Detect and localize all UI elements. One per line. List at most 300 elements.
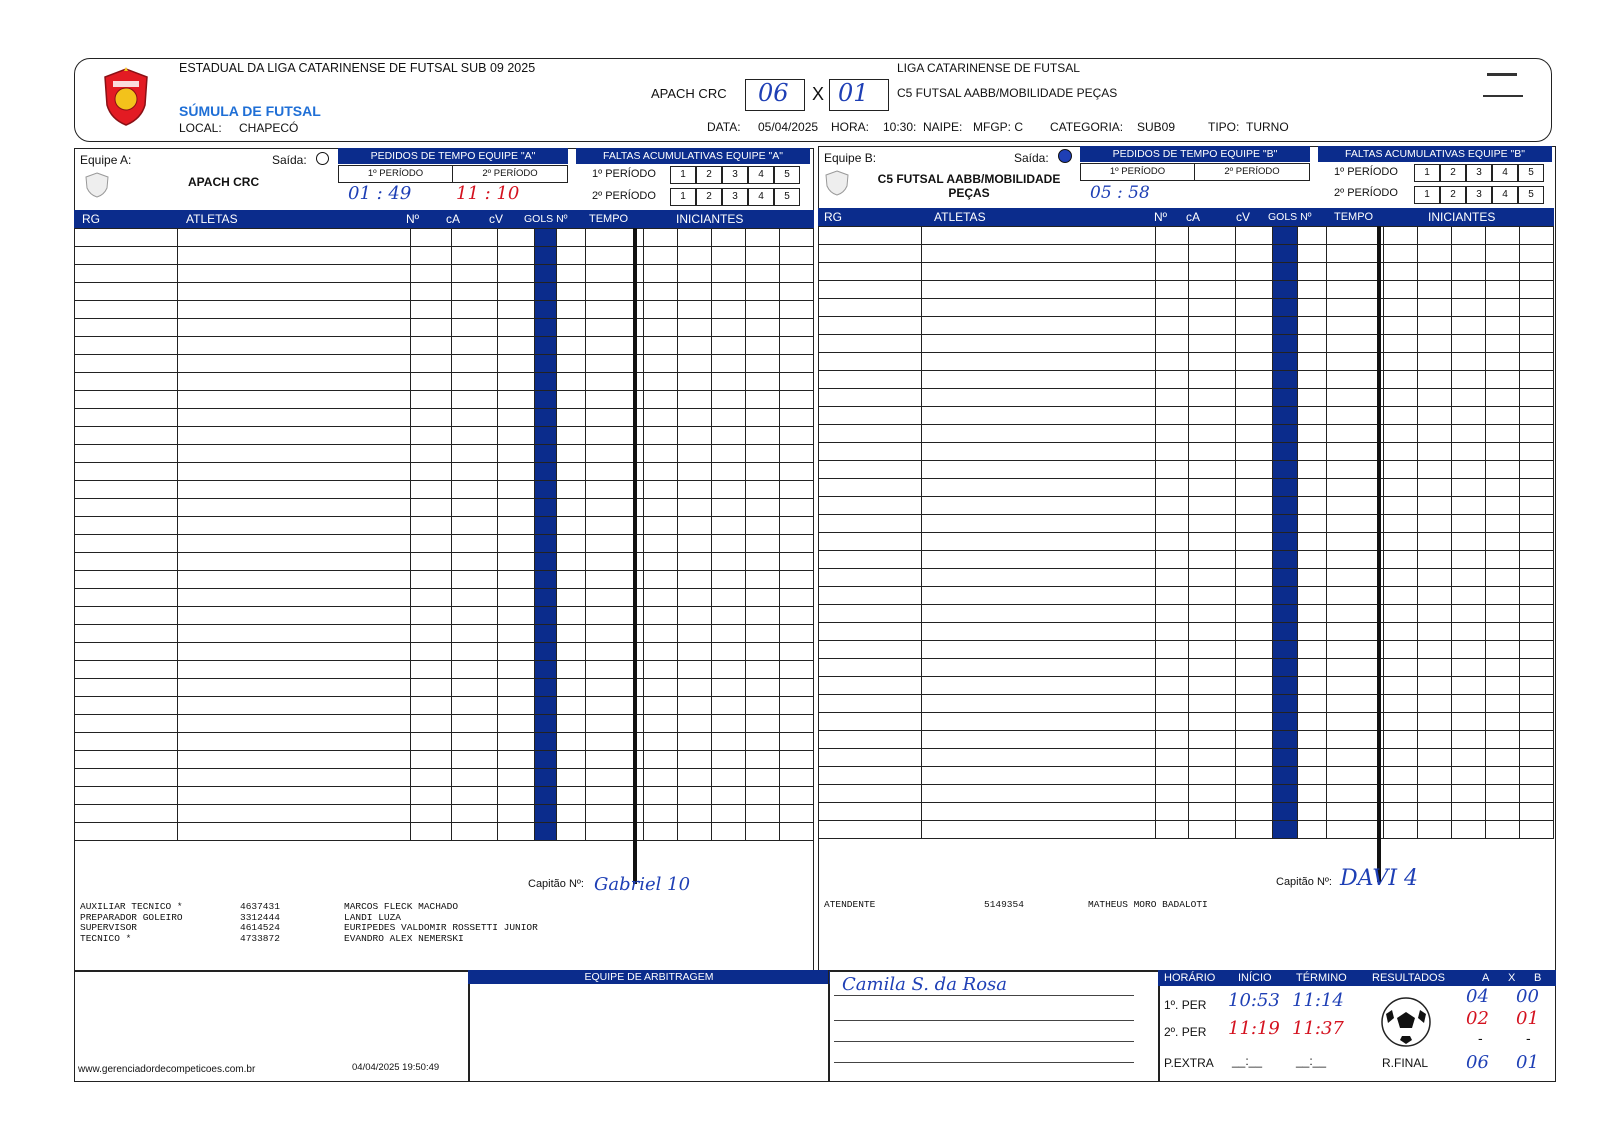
team-b-saida-radio[interactable] (1058, 149, 1072, 163)
starter-cell (643, 409, 677, 427)
cv-cell (497, 391, 534, 409)
starter-cell (1486, 569, 1520, 587)
ca-cell (452, 625, 497, 643)
team-b-roster-table (818, 226, 1554, 839)
starter-cell (677, 535, 711, 553)
athlete-cell (921, 263, 1155, 281)
rg-cell (75, 643, 178, 661)
col-gols-a: GOLS Nº (524, 213, 568, 225)
starter-cell (745, 517, 779, 535)
starter-cell (779, 301, 813, 319)
starter-cell (1520, 335, 1554, 353)
goal-player-no (1298, 515, 1327, 533)
goal-player-no (557, 301, 586, 319)
rg-cell (819, 389, 922, 407)
starter-cell (745, 445, 779, 463)
cv-cell (1236, 641, 1273, 659)
table-row (819, 227, 1554, 245)
cv-cell (497, 445, 534, 463)
number-cell (1156, 443, 1189, 461)
athlete-cell (921, 623, 1155, 641)
number-cell (410, 409, 451, 427)
goal-row-number (1273, 803, 1298, 821)
goal-time (1326, 821, 1384, 839)
col-ca-a: cA (446, 212, 461, 226)
ca-cell (1189, 497, 1236, 515)
foul-box[interactable]: 3 (1466, 164, 1492, 182)
athlete-cell (178, 553, 411, 571)
col-rg-a: RG (82, 212, 100, 226)
number-cell (1156, 425, 1189, 443)
foul-box[interactable]: 4 (748, 188, 774, 206)
team-b-saida-label: Saída: (1014, 151, 1049, 165)
goal-row-number (534, 571, 557, 589)
col-gols-b: GOLS Nº (1268, 211, 1312, 223)
number-cell (410, 337, 451, 355)
foul-box[interactable]: 4 (1492, 186, 1518, 204)
starter-cell (1384, 695, 1418, 713)
league-name: LIGA CATARINENSE DE FUTSAL (897, 61, 1080, 75)
number-cell (410, 319, 451, 337)
table-row (819, 299, 1554, 317)
ca-cell (1189, 803, 1236, 821)
ca-cell (1189, 227, 1236, 245)
starter-cell (745, 481, 779, 499)
ca-cell (1189, 443, 1236, 461)
starter-cell (1418, 461, 1452, 479)
table-row (819, 479, 1554, 497)
rg-cell (75, 229, 178, 247)
goal-player-no (557, 769, 586, 787)
result-extra-a: - (1478, 1030, 1483, 1046)
starter-cell (745, 265, 779, 283)
cv-cell (1236, 587, 1273, 605)
starter-cell (1384, 461, 1418, 479)
starter-cell (1452, 245, 1486, 263)
starter-cell (779, 517, 813, 535)
starter-cell (1486, 713, 1520, 731)
cv-cell (497, 355, 534, 373)
cv-cell (1236, 443, 1273, 461)
starter-cell (643, 355, 677, 373)
ca-cell (452, 463, 497, 481)
starter-cell (643, 247, 677, 265)
starter-cell (779, 625, 813, 643)
ca-cell (452, 589, 497, 607)
rg-cell (75, 823, 178, 841)
goal-player-no (557, 409, 586, 427)
starter-cell (745, 373, 779, 391)
goal-time (1326, 731, 1384, 749)
foul-box[interactable]: 5 (774, 166, 800, 184)
starter-cell (711, 769, 745, 787)
athlete-cell (921, 443, 1155, 461)
table-row (819, 713, 1554, 731)
staff-role: TECNICO * (80, 932, 132, 944)
ca-cell (452, 535, 497, 553)
form-title: SÚMULA DE FUTSAL (179, 103, 321, 119)
number-cell (1156, 515, 1189, 533)
starter-cell (779, 661, 813, 679)
table-row (819, 335, 1554, 353)
starter-cell (779, 697, 813, 715)
table-row (75, 283, 814, 301)
header-team-a: APACH CRC (651, 86, 727, 101)
starter-cell (745, 733, 779, 751)
team-a-timeout2: 11 : 10 (456, 183, 520, 204)
extra-inicio: __:__ (1232, 1054, 1263, 1068)
starter-cell (1452, 407, 1486, 425)
starter-cell (1384, 299, 1418, 317)
goal-row-number (1273, 551, 1298, 569)
starter-cell (643, 265, 677, 283)
foul-box[interactable]: 2 (696, 188, 722, 206)
starter-cell (1452, 623, 1486, 641)
goal-time (1326, 515, 1384, 533)
starter-cell (1520, 227, 1554, 245)
goal-row-number (534, 535, 557, 553)
starter-cell (711, 229, 745, 247)
cv-cell (497, 373, 534, 391)
number-cell (410, 301, 451, 319)
goal-player-no (557, 589, 586, 607)
athlete-cell (921, 479, 1155, 497)
staff-id: 4733872 (240, 932, 280, 944)
starter-cell (1384, 677, 1418, 695)
starter-cell (677, 301, 711, 319)
number-cell (1156, 551, 1189, 569)
goal-row-number (1273, 227, 1298, 245)
ca-cell (452, 733, 497, 751)
number-cell (410, 445, 451, 463)
rg-cell (819, 353, 922, 371)
starter-cell (1486, 227, 1520, 245)
cv-cell (497, 589, 534, 607)
starter-cell (711, 751, 745, 769)
starter-cell (1452, 587, 1486, 605)
goal-row-number (534, 751, 557, 769)
foul-box[interactable]: 1 (1414, 164, 1440, 182)
starter-cell (779, 319, 813, 337)
starter-cell (643, 535, 677, 553)
starter-cell (677, 445, 711, 463)
goal-player-no (557, 535, 586, 553)
number-cell (410, 607, 451, 625)
table-row (75, 769, 814, 787)
foul-box[interactable]: 3 (722, 166, 748, 184)
starter-cell (1520, 515, 1554, 533)
number-cell (1156, 587, 1189, 605)
starter-cell (643, 607, 677, 625)
goal-time (1326, 677, 1384, 695)
col-tempo-a: TEMPO (589, 213, 629, 225)
goal-player-no (557, 643, 586, 661)
starter-cell (1384, 551, 1418, 569)
table-row (819, 281, 1554, 299)
number-cell (410, 751, 451, 769)
starter-cell (1520, 803, 1554, 821)
rg-cell (819, 641, 922, 659)
starter-cell (711, 589, 745, 607)
starter-cell (1486, 551, 1520, 569)
starter-cell (643, 463, 677, 481)
foul-box[interactable]: 2 (1440, 164, 1466, 182)
starter-cell (779, 337, 813, 355)
goal-player-no (1298, 497, 1327, 515)
table-row (819, 443, 1554, 461)
rg-cell (75, 553, 178, 571)
cv-cell (497, 409, 534, 427)
number-cell (410, 517, 451, 535)
goal-player-no (1298, 767, 1327, 785)
number-cell (410, 697, 451, 715)
goal-row-number (534, 625, 557, 643)
number-cell (410, 247, 451, 265)
goal-row-number (534, 517, 557, 535)
col-rg-b: RG (824, 210, 842, 224)
starter-cell (1418, 515, 1452, 533)
starter-cell (745, 229, 779, 247)
starter-cell (677, 823, 711, 841)
ca-cell (452, 499, 497, 517)
team-a-saida-radio[interactable] (316, 152, 329, 165)
starter-cell (677, 751, 711, 769)
hour-value: 10:30: (883, 120, 917, 134)
starter-cell (1452, 605, 1486, 623)
ca-cell (1189, 533, 1236, 551)
starter-cell (711, 247, 745, 265)
starter-cell (1452, 803, 1486, 821)
type-value: TURNO (1246, 120, 1289, 134)
starter-cell (745, 643, 779, 661)
athlete-cell (178, 787, 411, 805)
goal-player-no (557, 265, 586, 283)
foul-box[interactable]: 5 (1518, 164, 1544, 182)
table-row (819, 317, 1554, 335)
number-cell (1156, 713, 1189, 731)
athlete-cell (178, 643, 411, 661)
athlete-cell (178, 499, 411, 517)
table-row (75, 535, 814, 553)
starter-cell (1418, 821, 1452, 839)
cv-cell (497, 733, 534, 751)
ca-cell (1189, 353, 1236, 371)
goal-row-number (534, 409, 557, 427)
rg-cell (819, 587, 922, 605)
athlete-cell (178, 535, 411, 553)
starter-cell (1486, 605, 1520, 623)
athlete-cell (178, 427, 411, 445)
rg-cell (75, 805, 178, 823)
number-cell (1156, 407, 1189, 425)
foul-box[interactable]: 5 (774, 188, 800, 206)
cv-cell (1236, 569, 1273, 587)
cv-cell (1236, 515, 1273, 533)
ca-cell (1189, 317, 1236, 335)
score-a: 06 (758, 79, 789, 107)
number-cell (1156, 245, 1189, 263)
goal-player-no (557, 661, 586, 679)
starter-cell (677, 337, 711, 355)
rg-cell (75, 535, 178, 553)
team-b-fouls-header: FALTAS ACUMULATIVAS EQUIPE "B" (1318, 146, 1552, 162)
ca-cell (452, 355, 497, 373)
goal-row-number (534, 283, 557, 301)
goal-player-no (557, 625, 586, 643)
goal-player-no (1298, 623, 1327, 641)
ca-cell (452, 571, 497, 589)
starter-cell (1418, 551, 1452, 569)
starter-cell (677, 517, 711, 535)
starter-cell (1384, 263, 1418, 281)
starter-cell (677, 229, 711, 247)
athlete-cell (178, 337, 411, 355)
goal-player-no (557, 283, 586, 301)
athlete-cell (921, 695, 1155, 713)
starter-cell (1486, 497, 1520, 515)
cv-cell (1236, 371, 1273, 389)
cv-cell (1236, 461, 1273, 479)
starter-cell (1384, 317, 1418, 335)
goal-player-no (557, 733, 586, 751)
foul-box[interactable]: 2 (696, 166, 722, 184)
number-cell (1156, 569, 1189, 587)
starter-cell (1452, 533, 1486, 551)
goal-player-no (1298, 245, 1327, 263)
foul-box[interactable]: 1 (670, 166, 696, 184)
starter-cell (677, 373, 711, 391)
ca-cell (1189, 407, 1236, 425)
goal-time (1326, 299, 1384, 317)
cv-cell (1236, 263, 1273, 281)
team-b-captain-value: DAVI 4 (1340, 866, 1418, 891)
table-row (819, 461, 1554, 479)
result-final-a: 06 (1466, 1052, 1489, 1073)
table-row (75, 697, 814, 715)
foul-box[interactable]: 4 (748, 166, 774, 184)
starter-cell (643, 337, 677, 355)
goal-time (1326, 659, 1384, 677)
team-a-timeouts-p1: 1º PERÍODO (338, 165, 453, 183)
starter-cell (1384, 767, 1418, 785)
cv-cell (497, 499, 534, 517)
staff-name: MARCOS FLECK MACHADO (344, 901, 459, 912)
ca-cell (1189, 389, 1236, 407)
starter-cell (1520, 677, 1554, 695)
starter-cell (1486, 263, 1520, 281)
foul-box[interactable]: 3 (722, 188, 748, 206)
athlete-cell (921, 677, 1155, 695)
starter-cell (1418, 785, 1452, 803)
starter-cell (1520, 407, 1554, 425)
col-atletas-a: ATLETAS (186, 212, 238, 226)
table-row (819, 353, 1554, 371)
foul-box[interactable]: 5 (1518, 186, 1544, 204)
starter-cell (1520, 443, 1554, 461)
starter-cell (1418, 353, 1452, 371)
number-cell (410, 661, 451, 679)
number-cell (1156, 659, 1189, 677)
rg-cell (819, 317, 922, 335)
col-cv-b: cV (1236, 210, 1251, 224)
starter-cell (1486, 389, 1520, 407)
goal-row-number (534, 769, 557, 787)
team-a-saida-label: Saída: (272, 153, 307, 167)
starter-cell (779, 265, 813, 283)
number-cell (1156, 803, 1189, 821)
ca-cell (1189, 785, 1236, 803)
starter-cell (1418, 281, 1452, 299)
table-row (75, 751, 814, 769)
number-cell (410, 265, 451, 283)
starter-cell (1486, 767, 1520, 785)
extra-termino: __:__ (1296, 1054, 1327, 1068)
starter-cell (711, 319, 745, 337)
staff-name: LANDI LUZA (344, 911, 402, 923)
number-cell (410, 715, 451, 733)
starter-cell (1418, 587, 1452, 605)
rg-cell (75, 679, 178, 697)
foul-box[interactable]: 1 (1414, 186, 1440, 204)
ca-cell (452, 373, 497, 391)
foul-box[interactable]: 4 (1492, 164, 1518, 182)
team-b-captain-label: Capitão Nº: (1276, 876, 1332, 888)
hour-label: HORA: (831, 120, 870, 134)
ca-cell (1189, 767, 1236, 785)
number-cell (1156, 299, 1189, 317)
goal-row-number (1273, 317, 1298, 335)
starter-cell (1452, 317, 1486, 335)
per1-label: 1º. PER (1164, 998, 1207, 1012)
goal-row-number (1273, 263, 1298, 281)
goal-row-number (534, 787, 557, 805)
goal-row-number (534, 715, 557, 733)
team-a-shield-icon (84, 172, 110, 198)
starter-cell (1486, 821, 1520, 839)
goal-time (1326, 263, 1384, 281)
starter-cell (1384, 425, 1418, 443)
cv-cell (497, 571, 534, 589)
goal-player-no (557, 715, 586, 733)
goal-player-no (1298, 569, 1327, 587)
goal-time (1326, 461, 1384, 479)
goal-time (1326, 335, 1384, 353)
starter-cell (677, 643, 711, 661)
starter-cell (1520, 245, 1554, 263)
table-row (75, 247, 814, 265)
foul-box[interactable]: 3 (1466, 186, 1492, 204)
athlete-cell (921, 317, 1155, 335)
table-row (819, 587, 1554, 605)
starter-cell (1418, 767, 1452, 785)
goal-player-no (1298, 335, 1327, 353)
rg-cell (75, 769, 178, 787)
starter-cell (711, 697, 745, 715)
starter-cell (1520, 533, 1554, 551)
starter-cell (643, 679, 677, 697)
ca-cell (452, 805, 497, 823)
starter-cell (1486, 245, 1520, 263)
starter-cell (779, 787, 813, 805)
goal-player-no (557, 337, 586, 355)
starter-cell (1418, 569, 1452, 587)
foul-box[interactable]: 2 (1440, 186, 1466, 204)
staff-role: AUXILIAR TECNICO * (80, 901, 183, 912)
starter-cell (711, 355, 745, 373)
foul-box[interactable]: 1 (670, 188, 696, 206)
starter-cell (711, 625, 745, 643)
starter-cell (779, 643, 813, 661)
